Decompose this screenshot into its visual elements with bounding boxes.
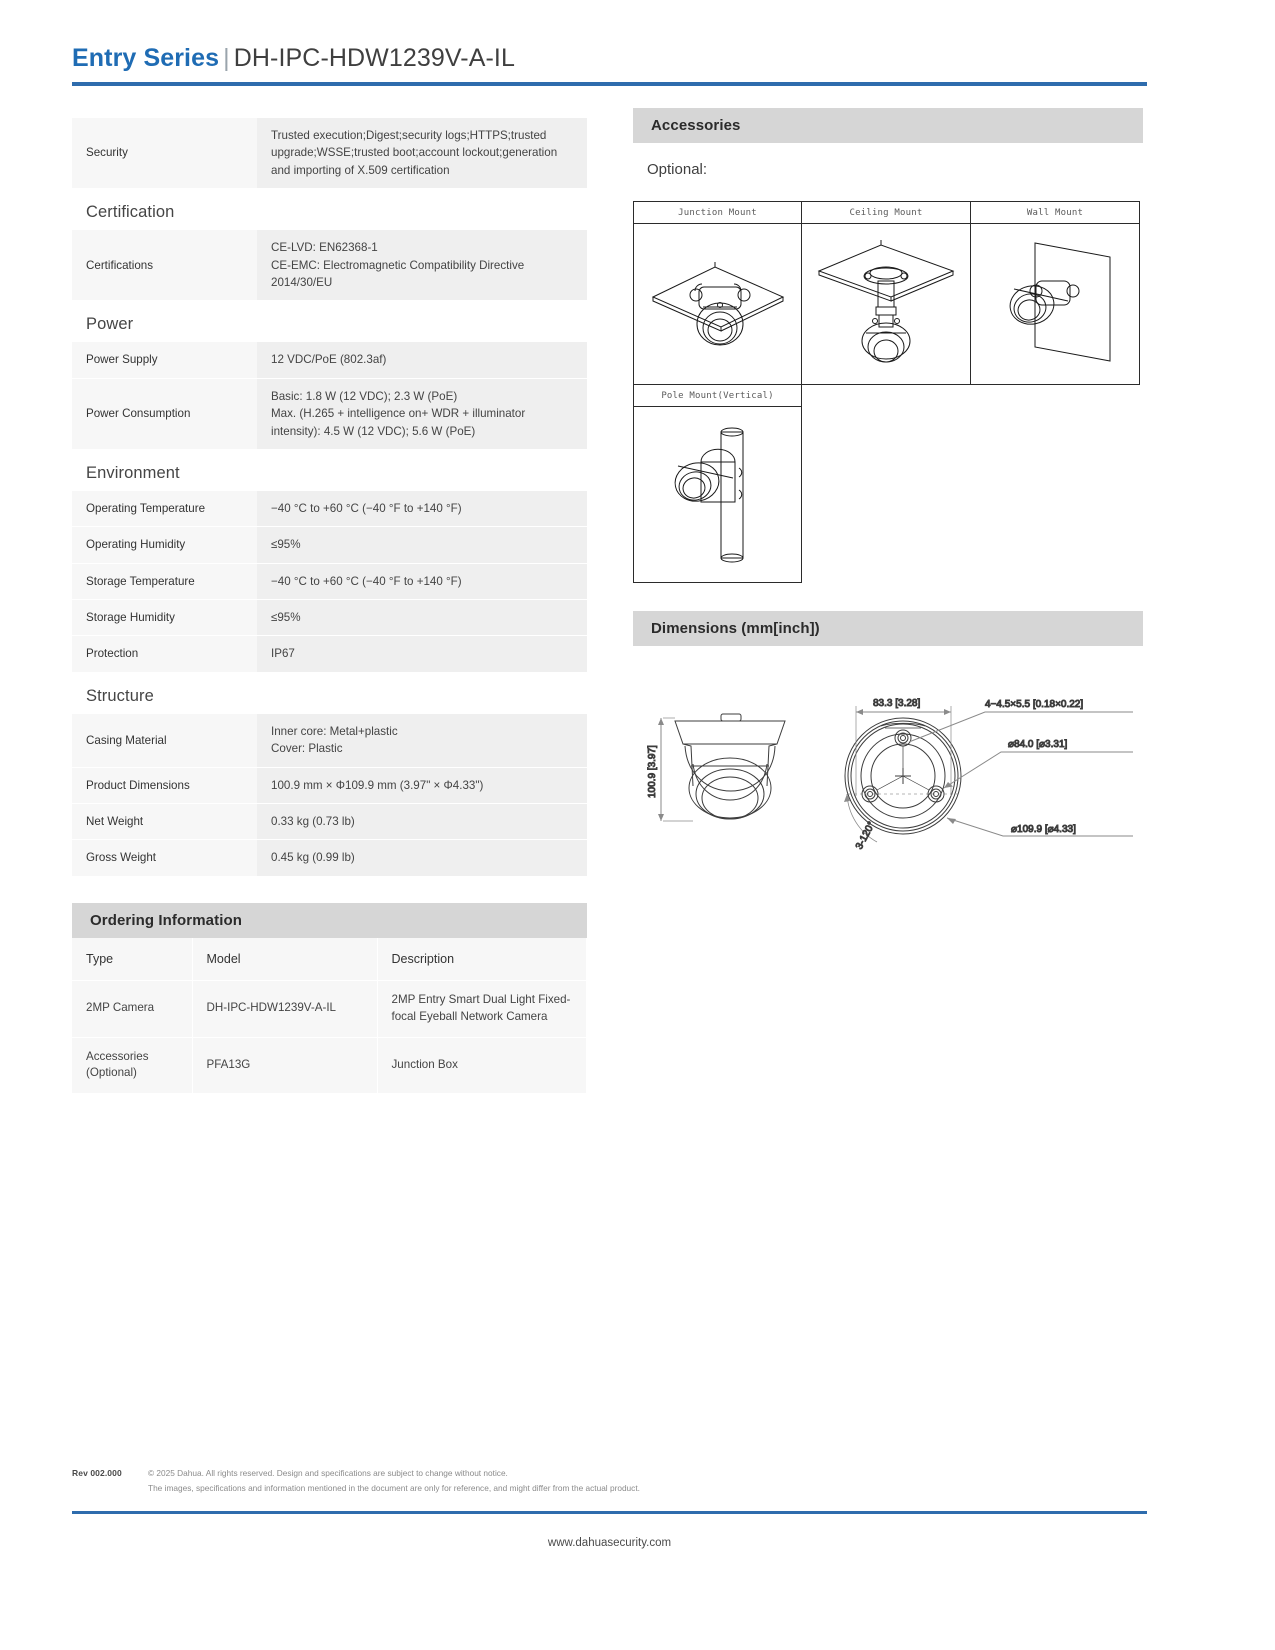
series-name: Entry Series <box>72 44 220 72</box>
dim-outer-diameter-text: ⌀109.9 [⌀4.33] <box>1011 824 1076 835</box>
column-header-model: Model <box>192 938 377 981</box>
header-divider <box>72 82 1147 86</box>
column-header-description: Description <box>377 938 587 981</box>
mount-illustration-pole <box>634 407 801 582</box>
table-row <box>72 342 587 378</box>
power-table <box>72 342 587 450</box>
order-description-cell: Junction Box <box>377 1037 587 1094</box>
spec-value: 0.33 kg (0.73 lb) <box>257 804 587 840</box>
mount-diagram-wall <box>970 201 1140 385</box>
section-heading-certification: Certification <box>86 203 175 222</box>
table-row <box>72 840 587 876</box>
dim-width-text: 83.3 [3.28] <box>873 698 921 709</box>
spec-value: −40 °C to +60 °C (−40 °F to +140 °F) <box>257 491 587 527</box>
mount-illustration-wall <box>971 224 1139 384</box>
spec-value: Basic: 1.8 W (12 VDC); 2.3 W (PoE) Max. (H.265 + intelligence on+ WDR + illuminator intensity): 4.5 W (12 VDC); 5.6 W (PoE) <box>257 378 587 449</box>
table-row <box>72 714 587 767</box>
copyright-line-2: The images, specifications and information mentioned in the document are only for reference, and might differ from the actual product. <box>148 1482 640 1493</box>
mount-label-ceiling: Ceiling Mount <box>802 202 970 224</box>
spec-value: CE-LVD: EN62368-1 CE-EMC: Electromagnetic Compatibility Directive 2014/30/EU <box>257 230 587 301</box>
spec-value: ≤95% <box>257 527 587 563</box>
table-row <box>72 563 587 599</box>
mount-diagram-pole <box>633 384 802 583</box>
table-row <box>72 230 587 301</box>
table-header-row <box>72 938 587 981</box>
order-description-cell: 2MP Entry Smart Dual Light Fixed-focal Eyeball Network Camera <box>377 980 587 1037</box>
order-model-cell: PFA13G <box>192 1037 377 1094</box>
mount-label-junction: Junction Mount <box>634 202 801 224</box>
table-row <box>72 980 587 1037</box>
table-row <box>72 527 587 563</box>
spec-key: Security <box>72 118 257 189</box>
mount-diagram-ceiling <box>801 201 971 385</box>
page-header <box>72 44 1147 86</box>
spec-key: Storage Humidity <box>72 600 257 636</box>
security-table <box>72 118 587 189</box>
spec-key: Power Supply <box>72 342 257 378</box>
table-row <box>72 636 587 672</box>
spec-value: −40 °C to +60 °C (−40 °F to +140 °F) <box>257 563 587 599</box>
optional-label: Optional: <box>647 161 708 178</box>
dim-angle-text: 3-120° <box>853 820 878 852</box>
column-header-type: Type <box>72 938 192 981</box>
spec-value: 100.9 mm × Φ109.9 mm (3.97" × Φ4.33") <box>257 767 587 803</box>
page-footer <box>72 1466 1147 1549</box>
spec-key: Gross Weight <box>72 840 257 876</box>
right-column <box>633 108 1143 871</box>
ordering-information-table <box>72 938 587 1094</box>
table-row <box>72 378 587 449</box>
section-heading-structure: Structure <box>86 686 154 705</box>
left-column <box>72 118 587 1094</box>
spec-key: Storage Temperature <box>72 563 257 599</box>
spec-key: Casing Material <box>72 714 257 767</box>
spec-key: Product Dimensions <box>72 767 257 803</box>
order-type-cell: Accessories (Optional) <box>72 1037 192 1094</box>
spec-value: Inner core: Metal+plastic Cover: Plastic <box>257 714 587 767</box>
table-row <box>72 1037 587 1094</box>
section-heading-power: Power <box>86 315 134 334</box>
mount-illustration-junction <box>634 224 801 384</box>
title-separator: | <box>223 44 230 72</box>
section-heading-environment: Environment <box>86 463 180 482</box>
spec-key: Power Consumption <box>72 378 257 449</box>
mount-label-pole: Pole Mount(Vertical) <box>634 385 801 407</box>
spec-value: ≤95% <box>257 600 587 636</box>
dim-bolt-circle-text: ⌀84.0 [⌀3.31] <box>1008 739 1068 750</box>
website-url[interactable]: www.dahuasecurity.com <box>547 1537 672 1550</box>
spec-value: 12 VDC/PoE (802.3af) <box>257 342 587 378</box>
spec-key: Protection <box>72 636 257 672</box>
copyright-line-1: © 2025 Dahua. All rights reserved. Design and specifications are subject to change without notice. <box>148 1468 508 1478</box>
dim-height-text: 100.9 [3.97] <box>647 745 658 798</box>
dimensions-drawing <box>633 666 1143 871</box>
dim-screw-text: 4−4.5×5.5 [0.18×0.22] <box>985 699 1084 710</box>
spec-key: Operating Humidity <box>72 527 257 563</box>
mount-diagram-junction <box>633 201 802 385</box>
dimensions-title: Dimensions (mm[inch]) <box>633 611 1143 646</box>
spec-key: Operating Temperature <box>72 491 257 527</box>
spec-key: Net Weight <box>72 804 257 840</box>
order-type-cell: 2MP Camera <box>72 980 192 1037</box>
certification-table <box>72 230 587 301</box>
environment-table <box>72 491 587 673</box>
accessories-title: Accessories <box>633 108 1143 143</box>
table-row <box>72 491 587 527</box>
table-row <box>72 118 587 189</box>
model-name: DH-IPC-HDW1239V-A-IL <box>233 44 515 72</box>
spec-value: 0.45 kg (0.99 lb) <box>257 840 587 876</box>
table-row <box>72 804 587 840</box>
spec-key: Certifications <box>72 230 257 301</box>
structure-table <box>72 714 587 877</box>
spec-value: Trusted execution;Digest;security logs;HTTPS;trusted upgrade;WSSE;trusted boot;account lockout;generation and importing of X.509 certification <box>257 118 587 189</box>
footer-divider <box>72 1511 1147 1514</box>
specifications-tables <box>72 118 587 877</box>
spec-value: IP67 <box>257 636 587 672</box>
mount-label-wall: Wall Mount <box>971 202 1139 224</box>
mount-illustration-ceiling <box>802 224 970 384</box>
revision-number: Rev 002.000 <box>72 1468 122 1478</box>
page-title <box>72 44 1147 73</box>
mounting-diagrams <box>633 202 1143 583</box>
table-row <box>72 767 587 803</box>
order-model-cell: DH-IPC-HDW1239V-A-IL <box>192 980 377 1037</box>
ordering-information-title: Ordering Information <box>72 903 587 938</box>
table-row <box>72 600 587 636</box>
